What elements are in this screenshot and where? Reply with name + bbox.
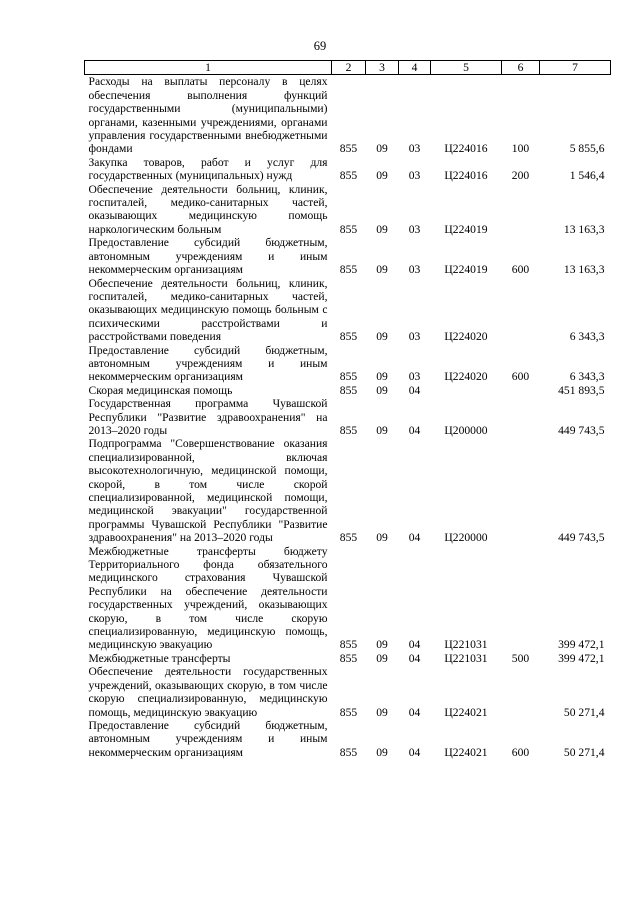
row-description: Предоставление субсидий бюджетным, автономным учреждениям и иным некоммерческим организациям (88, 343, 328, 384)
row-subsection-code: 04 (408, 745, 421, 759)
row-amount: 451 893,5 (558, 383, 605, 397)
row-target-article: Ц224016 (444, 142, 488, 156)
table-row (85, 437, 611, 544)
row-expense-type (502, 384, 540, 397)
row-description: Предоставление субсидий бюджетным, автономным учреждениям и иным некоммерческим организациям (88, 718, 328, 759)
row-expense-type (502, 437, 540, 544)
row-section-code: 09 (376, 651, 388, 665)
row-amount: 449 743,5 (558, 423, 605, 437)
table-row (85, 384, 611, 397)
row-ministry-code: 855 (339, 651, 358, 665)
row-section-code: 09 (376, 705, 388, 719)
row-amount: 50 271,4 (563, 705, 605, 719)
row-ministry-code: 855 (339, 263, 358, 277)
row-amount: 399 472,1 (558, 651, 605, 665)
row-target-article: Ц221031 (444, 651, 488, 665)
row-ministry-code: 855 (339, 383, 358, 397)
header-col-4: 4 (399, 61, 431, 75)
row-subsection-code: 04 (408, 651, 421, 665)
row-target-article: Ц224021 (444, 705, 488, 719)
row-description: Обеспечение деятельности больниц, клиник, госпиталей, медико-санитарных частей, оказывающих медицинскую помощь наркологическим больным (88, 182, 328, 236)
header-col-7: 7 (540, 61, 611, 75)
row-expense-type: 100 (511, 142, 530, 156)
row-ministry-code: 855 (339, 222, 358, 236)
row-target-article: Ц220000 (444, 531, 488, 545)
table-header-row (85, 61, 611, 75)
row-subsection-code: 04 (408, 638, 421, 652)
table-row (85, 397, 611, 437)
table-row (85, 545, 611, 652)
row-ministry-code: 855 (339, 169, 358, 183)
row-section-code: 09 (376, 370, 388, 384)
row-expense-type (502, 183, 540, 237)
header-col-3: 3 (366, 61, 399, 75)
row-amount: 13 163,3 (563, 222, 605, 236)
row-description: Обеспечение деятельности больниц, клиник, госпиталей, медико-санитарных частей, оказывающих медицинскую помощь больным с психическими расстройствами и расстройствами поведения (88, 276, 328, 344)
row-expense-type: 600 (511, 745, 530, 759)
table-row (85, 183, 611, 237)
row-ministry-code: 855 (339, 370, 358, 384)
row-target-article: Ц224016 (444, 169, 488, 183)
row-expense-type (502, 277, 540, 344)
row-subsection-code: 03 (408, 169, 421, 183)
row-amount: 1 546,4 (569, 169, 605, 183)
row-expense-type: 600 (511, 370, 530, 384)
budget-table (84, 60, 611, 759)
row-section-code: 09 (376, 142, 388, 156)
row-subsection-code: 03 (408, 142, 421, 156)
row-subsection-code: 04 (408, 423, 421, 437)
table-row (85, 236, 611, 276)
row-amount: 6 343,3 (569, 370, 605, 384)
row-amount: 449 743,5 (558, 531, 605, 545)
table-row (85, 652, 611, 665)
page-number: 69 (313, 39, 327, 53)
row-subsection-code: 03 (408, 330, 421, 344)
row-section-code: 09 (376, 263, 388, 277)
row-description: Расходы на выплаты персоналу в целях обеспечения выполнения функций государственными (муниципальными) органами, казенными учреждениями, органами управления государственными внебюджетными фондами (88, 75, 328, 156)
row-amount: 399 472,1 (558, 638, 605, 652)
header-col-6: 6 (502, 61, 540, 75)
row-description: Закупка товаров, работ и услуг для государственных (муниципальных) нужд (88, 155, 328, 183)
row-description: Подпрограмма "Совершенствование оказания специализированной, включая высокотехнологичную, медицинской помощи, скорой, в том числе скорой специализированной, медицинской помощи, медицинской эвакуации" государственной программы Чувашской Республики "Развитие здравоохранения" на 2013–2020 годы (88, 437, 328, 545)
row-expense-type: 600 (511, 263, 530, 277)
table-row (85, 719, 611, 759)
row-ministry-code: 855 (339, 531, 358, 545)
row-amount: 13 163,3 (563, 263, 605, 277)
row-expense-type (502, 397, 540, 437)
row-description: Межбюджетные трансферты бюджету Территориального фонда обязательного медицинского страхования Чувашской Республики на обеспечение деятельности государственных учреждений, оказывающих скорую, в том числе скорую специализированную, медицинскую помощь, медицинскую эвакуацию (88, 544, 328, 652)
row-description: Предоставление субсидий бюджетным, автономным учреждениям и иным некоммерческим организациям (88, 236, 328, 277)
row-amount: 6 343,3 (569, 330, 605, 344)
row-target-article: Ц224019 (444, 263, 488, 277)
row-section-code: 09 (376, 531, 388, 545)
row-ministry-code: 855 (339, 142, 358, 156)
table-row (85, 156, 611, 183)
row-ministry-code: 855 (339, 705, 358, 719)
row-ministry-code: 855 (339, 745, 358, 759)
row-description: Обеспечение деятельности государственных учреждений, оказывающих скорую, в том числе скорую специализированную, медицинскую помощь, медицинскую эвакуацию (88, 665, 328, 719)
row-subsection-code: 03 (408, 370, 421, 384)
row-description: Государственная программа Чувашской Республики "Развитие здравоохранения" на 2013–2020 годы (88, 397, 328, 437)
header-col-1: 1 (85, 61, 332, 75)
row-target-article: Ц200000 (444, 423, 488, 437)
row-expense-type (502, 665, 540, 719)
row-section-code: 09 (376, 423, 388, 437)
row-ministry-code: 855 (339, 638, 358, 652)
row-section-code: 09 (376, 745, 388, 759)
row-ministry-code: 855 (339, 330, 358, 344)
row-description: Межбюджетные трансферты (88, 651, 231, 665)
row-subsection-code: 04 (408, 383, 421, 397)
row-expense-type: 200 (511, 169, 530, 183)
row-target-article (431, 384, 502, 397)
table-row (85, 75, 611, 156)
table-row (85, 344, 611, 384)
row-expense-type: 500 (511, 651, 530, 665)
row-subsection-code: 03 (408, 222, 421, 236)
row-subsection-code: 04 (408, 705, 421, 719)
row-target-article: Ц224019 (444, 222, 488, 236)
row-section-code: 09 (376, 169, 388, 183)
row-ministry-code: 855 (339, 423, 358, 437)
row-target-article: Ц221031 (444, 638, 488, 652)
row-target-article: Ц224021 (444, 745, 488, 759)
header-col-2: 2 (332, 61, 366, 75)
table-row (85, 665, 611, 719)
header-col-5: 5 (431, 61, 502, 75)
row-section-code: 09 (376, 638, 388, 652)
row-description: Скорая медицинская помощь (88, 383, 233, 397)
row-subsection-code: 03 (408, 263, 421, 277)
row-section-code: 09 (376, 383, 388, 397)
row-amount: 50 271,4 (563, 745, 605, 759)
row-target-article: Ц224020 (444, 330, 488, 344)
row-expense-type (502, 545, 540, 652)
row-amount: 5 855,6 (569, 142, 605, 156)
row-subsection-code: 04 (408, 531, 421, 545)
row-target-article: Ц224020 (444, 370, 488, 384)
row-section-code: 09 (376, 222, 388, 236)
row-section-code: 09 (376, 330, 388, 344)
table-row (85, 277, 611, 344)
